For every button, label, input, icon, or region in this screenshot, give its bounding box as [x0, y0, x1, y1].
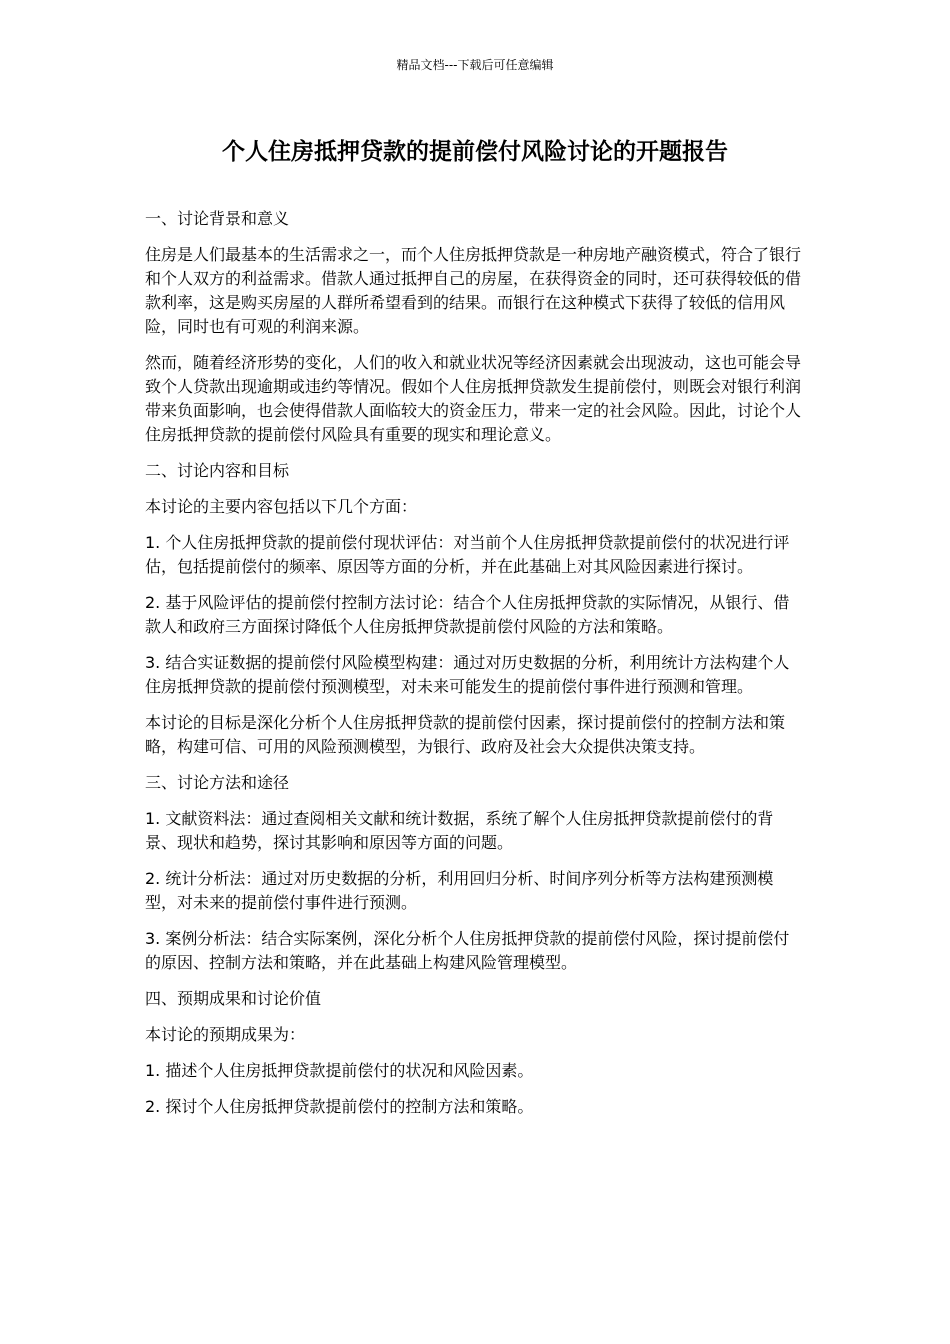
list-item-method-3: 3. 案例分析法：结合实际案例，深化分析个人住房抵押贷款的提前偿付风险，探讨提前偿付的原因、控制方法和策略，并在此基础上构建风险管理模型。: [145, 929, 790, 972]
page-header-note: 精品文档---下载后可任意编辑: [396, 58, 554, 72]
section-heading-background: 一、讨论背景和意义: [145, 209, 290, 228]
list-item-content-1: 1. 个人住房抵押贷款的提前偿付现状评估：对当前个人住房抵押贷款提前偿付的状况进行评估，包括提前偿付的频率、原因等方面的分析，并在此基础上对其风险因素进行探讨。: [145, 533, 790, 576]
paragraph-content-intro: 本讨论的主要内容包括以下几个方面：: [145, 497, 418, 516]
section-heading-content: 二、讨论内容和目标: [145, 461, 290, 480]
paragraph-goal: 本讨论的目标是深化分析个人住房抵押贷款的提前偿付因素，探讨提前偿付的控制方法和策略，构建可信、可用的风险预测模型，为银行、政府及社会大众提供决策支持。: [145, 713, 786, 756]
document-body: [145, 207, 805, 1131]
list-item-outcome-1: 1. 描述个人住房抵押贷款提前偿付的状况和风险因素。: [145, 1061, 534, 1080]
section-heading-outcomes: 四、预期成果和讨论价值: [145, 989, 322, 1008]
section-heading-methods: 三、讨论方法和途径: [145, 773, 290, 792]
list-item-method-1: 1. 文献资料法：通过查阅相关文献和统计数据，系统了解个人住房抵押贷款提前偿付的背景、现状和趋势，探讨其影响和原因等方面的问题。: [145, 809, 774, 852]
paragraph-outcomes-intro: 本讨论的预期成果为：: [145, 1025, 306, 1044]
list-item-outcome-2: 2. 探讨个人住房抵押贷款提前偿付的控制方法和策略。: [145, 1097, 534, 1116]
list-item-method-2: 2. 统计分析法：通过对历史数据的分析，利用回归分析、时间序列分析等方法构建预测模型，对未来的提前偿付事件进行预测。: [145, 869, 774, 912]
list-item-content-3: 3. 结合实证数据的提前偿付风险模型构建：通过对历史数据的分析，利用统计方法构建个人住房抵押贷款的提前偿付预测模型，对未来可能发生的提前偿付事件进行预测和管理。: [145, 653, 790, 696]
paragraph-background-2: 然而，随着经济形势的变化，人们的收入和就业状况等经济因素就会出现波动，这也可能会导致个人贷款出现逾期或违约等情况。假如个人住房抵押贷款发生提前偿付，则既会对银行利润带来负面影响，也会使得借款人面临较大的资金压力，带来一定的社会风险。因此，讨论个人住房抵押贷款的提前偿付风险具有重要的现实和理论意义。: [145, 353, 802, 444]
document-title: 个人住房抵押贷款的提前偿付风险讨论的开题报告: [222, 139, 728, 165]
paragraph-background-1: 住房是人们最基本的生活需求之一，而个人住房抵押贷款是一种房地产融资模式，符合了银行和个人双方的利益需求。借款人通过抵押自己的房屋，在获得资金的同时，还可获得较低的借款利率，这是购买房屋的人群所希望看到的结果。而银行在这种模式下获得了较低的信用风险，同时也有可观的利润来源。: [145, 245, 802, 336]
list-item-content-2: 2. 基于风险评估的提前偿付控制方法讨论：结合个人住房抵押贷款的实际情况，从银行、借款人和政府三方面探讨降低个人住房抵押贷款提前偿付风险的方法和策略。: [145, 593, 790, 636]
